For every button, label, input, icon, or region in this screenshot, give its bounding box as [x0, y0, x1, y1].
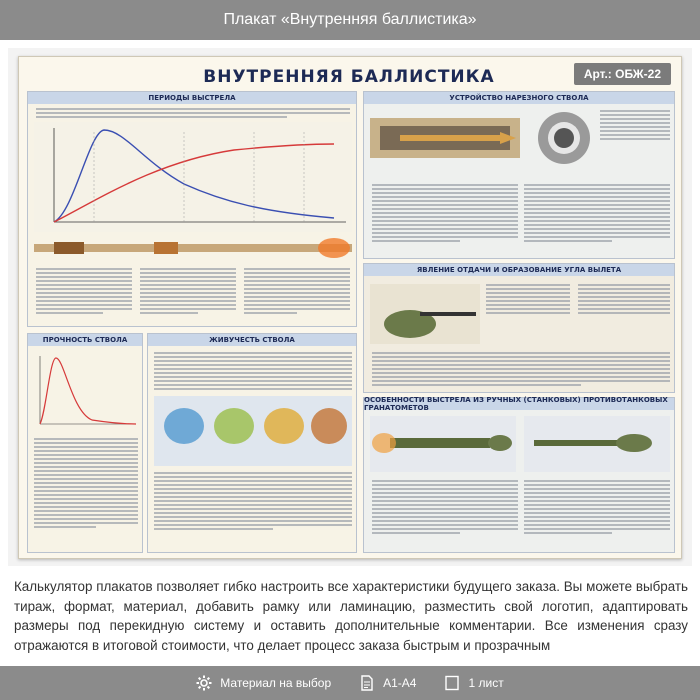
- pressure-chart: [32, 352, 140, 432]
- gear-icon: [196, 675, 212, 691]
- product-description: Калькулятор плакатов позволяет гибко настроить все характеристики будущего заказа. Вы можете выбрать тираж, формат, материал, добавить рамку или ламинацию, разместить свой логотип, адаптировать размеры под перекидную систему и оставить дополнительные комментарии. Все изменения сразу отражаются в итоговой стоимости, что делает процесс заказа быстрым и прозрачным: [14, 579, 688, 653]
- panel-text: [36, 108, 350, 120]
- panel-title-survivability: ЖИВУЧЕСТЬ СТВОЛА: [148, 334, 356, 346]
- format-option[interactable]: [359, 675, 416, 691]
- panel-survivability: [147, 333, 357, 553]
- barrel-wear-illustration: [154, 396, 352, 466]
- rifling-text-left: [372, 184, 518, 244]
- page-header: [0, 0, 700, 40]
- soldier-illustration: [370, 284, 480, 344]
- strength-text: [34, 438, 138, 530]
- material-option[interactable]: [196, 675, 331, 691]
- recoil-text: [372, 352, 670, 388]
- rifling-text-right: [524, 184, 670, 244]
- barrel-diagram: [34, 234, 352, 262]
- period-text-1: [36, 268, 132, 316]
- panel-title-rifling: УСТРОЙСТВО НАРЕЗНОГО СТВОЛА: [364, 92, 674, 104]
- article-badge: Арт.: ОБЖ-22: [574, 63, 671, 85]
- survivability-text: [154, 472, 352, 532]
- panel-grenade: [363, 397, 675, 553]
- panel-periods: [27, 91, 357, 327]
- panel-recoil: [363, 263, 675, 393]
- material-label: Материал на выбор: [220, 676, 332, 690]
- grenade-text-left: [372, 480, 518, 536]
- grenade-launcher-shot: [370, 416, 516, 472]
- pressure-velocity-graph: [34, 122, 352, 232]
- sheets-option[interactable]: [444, 675, 503, 691]
- period-text-3: [244, 268, 350, 316]
- panel-title-recoil: ЯВЛЕНИЕ ОТДАЧИ И ОБРАЗОВАНИЕ УГЛА ВЫЛЕТА: [364, 264, 674, 276]
- bore-cross-section: [534, 108, 594, 168]
- sheets-label: 1 лист: [468, 676, 504, 690]
- grenade-text-right: [524, 480, 670, 536]
- survivability-table: [154, 352, 352, 392]
- rifling-legend: [600, 110, 670, 142]
- panel-title-periods: ПЕРИОДЫ ВЫСТРЕЛА: [28, 92, 356, 104]
- poster-image[interactable]: [18, 56, 682, 559]
- poster-preview-area: [8, 48, 692, 566]
- recoil-formula-1: [486, 284, 570, 316]
- recoil-formula-2: [578, 284, 670, 316]
- format-label: А1-А4: [383, 676, 417, 690]
- product-options-bar: [0, 666, 700, 700]
- sheet-icon: [444, 675, 460, 691]
- rifled-barrel-section: [370, 108, 520, 178]
- page-title: Плакат «Внутренняя баллистика»: [223, 11, 477, 28]
- period-text-2: [140, 268, 236, 316]
- document-icon: [359, 675, 375, 691]
- panel-title-strength: ПРОЧНОСТЬ СТВОЛА: [28, 334, 142, 346]
- panel-rifling: [363, 91, 675, 259]
- panel-title-grenade: ОСОБЕННОСТИ ВЫСТРЕЛА ИЗ РУЧНЫХ (СТАНКОВЫХ) ПРОТИВОТАНКОВЫХ ГРАНАТОМЕТОВ: [364, 398, 674, 410]
- grenade-flight: [524, 416, 670, 472]
- panel-strength: [27, 333, 143, 553]
- poster-title: ВНУТРЕННЯЯ БАЛЛИСТИКА: [203, 67, 495, 87]
